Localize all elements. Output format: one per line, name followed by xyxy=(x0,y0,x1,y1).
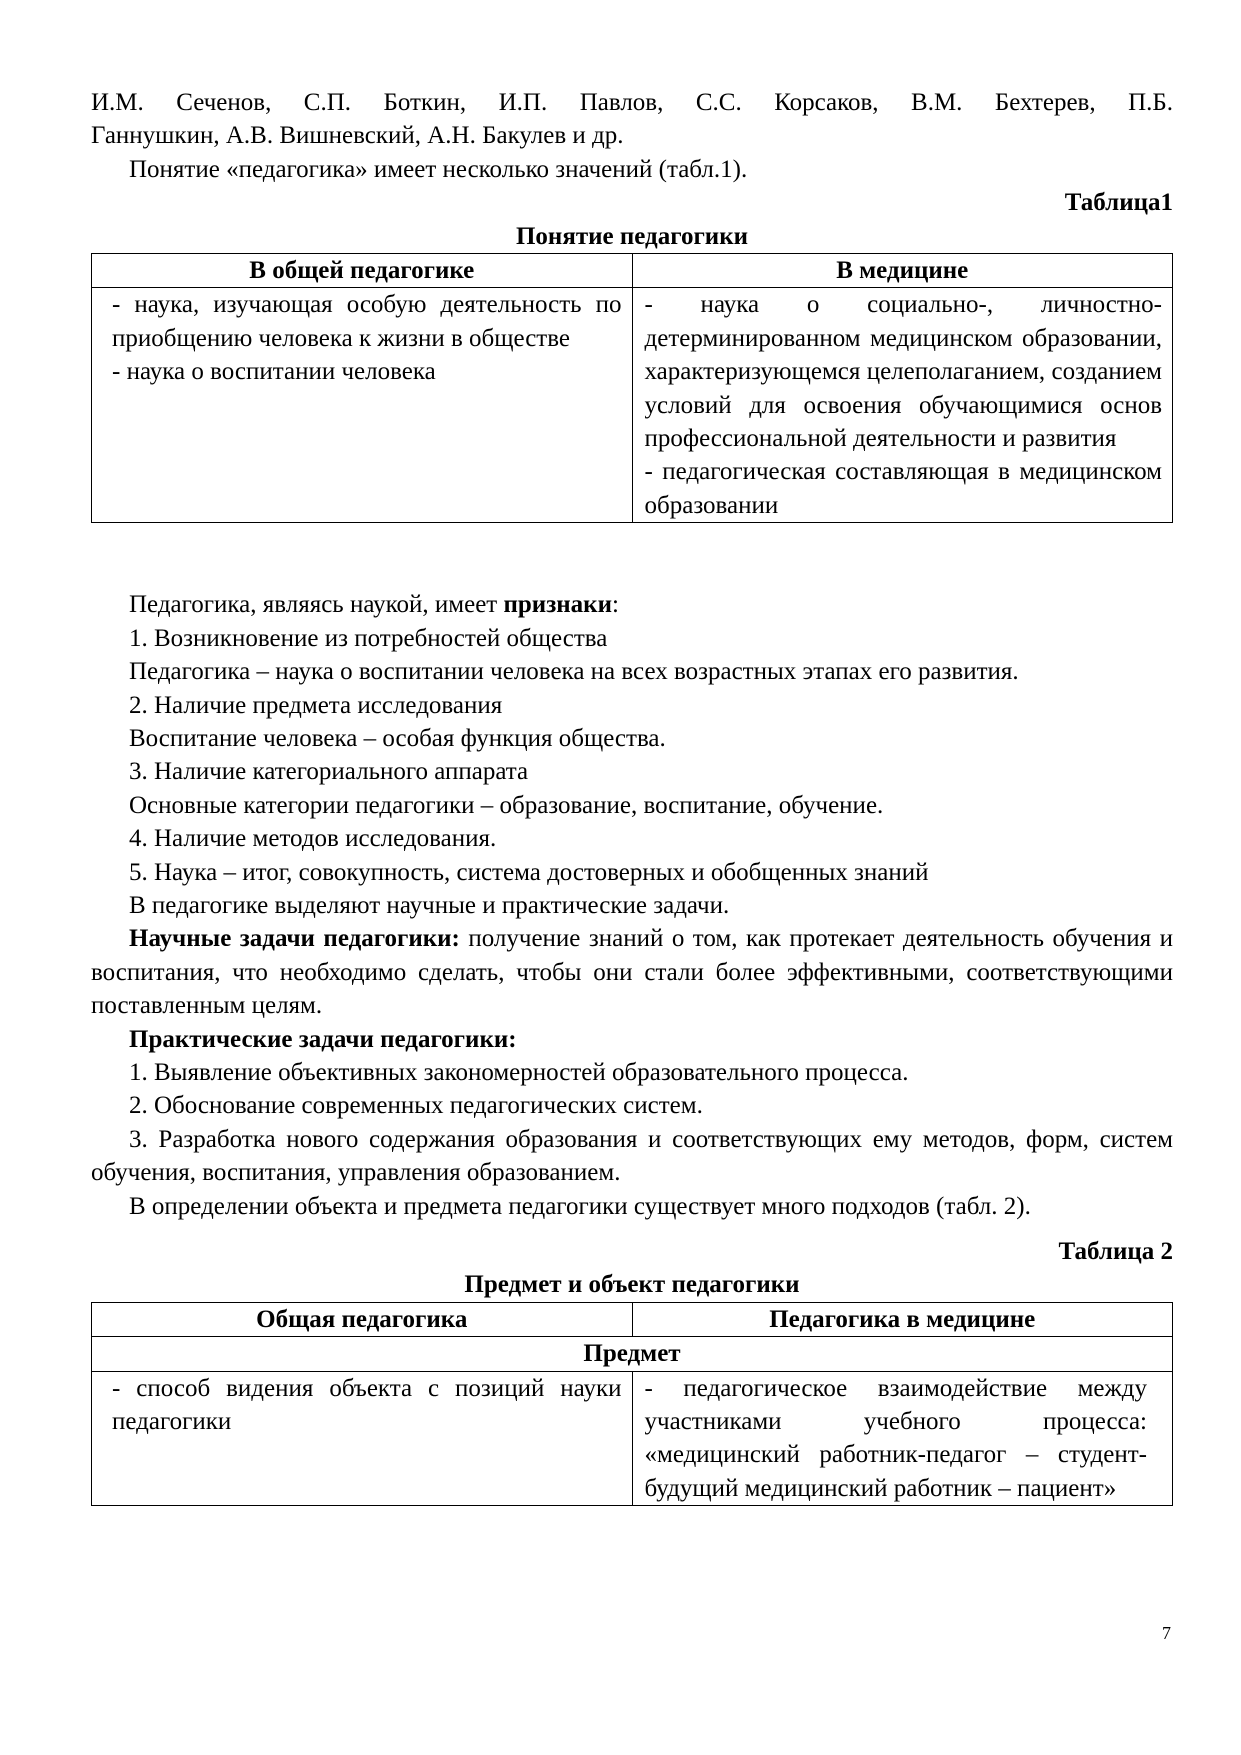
table1-header-medicine: В медицине xyxy=(632,254,1173,288)
sign-2-text: Воспитание человека – особая функция общества. xyxy=(129,724,666,752)
table2-section-row xyxy=(92,1337,1173,1371)
table1-cell-medicine xyxy=(632,288,1173,523)
table2-cell-medicine xyxy=(632,1371,1173,1506)
sign-4: 4. Наличие методов исследования. xyxy=(129,825,497,853)
intro-line-3: Понятие «педагогика» имеет несколько значений (табл.1). xyxy=(129,155,748,183)
sign-5: 5. Наука – итог, совокупность, система достоверных и обобщенных знаний xyxy=(129,858,929,886)
scientific-tasks-text: получение знаний о том, как протекает деятельность обучения и воспитания, что необходимо сделать, чтобы они стали более эффективными, соответствующими поставленным целям. xyxy=(91,925,1173,1020)
sign-2: 2. Наличие предмета исследования xyxy=(129,691,503,719)
table1-label: Таблица1 xyxy=(1064,189,1173,217)
signs-intro-colon: : xyxy=(611,591,619,619)
tasks-intro: В педагогике выделяют научные и практические задачи. xyxy=(129,891,730,919)
practical-task-3: 3. Разработка нового содержания образования и соответствующих ему методов, форм, систем обучения, воспитания, управления образованием. xyxy=(91,1125,1173,1187)
table2-header-medicine: Педагогика в медицине xyxy=(632,1302,1173,1336)
table1-header-general: В общей педагогике xyxy=(92,254,633,288)
table2-header-row xyxy=(92,1302,1173,1336)
table1-medicine-line-1: - наука о социально-, личностно-детерминированном медицинском образовании, характеризующемся целеполаганием, созданием условий для освоения обучающимися основ профессиональной деятельности и развития xyxy=(644,291,1162,453)
document-page xyxy=(91,86,1173,1506)
page-number: 7 xyxy=(1162,1623,1171,1643)
table1-header-row xyxy=(92,254,1173,288)
table1-medicine-line-2: - педагогическая составляющая в медицинском образовании xyxy=(644,458,1162,519)
signs-intro-bold: признаки xyxy=(503,591,612,619)
table1-title: Понятие педагогики xyxy=(515,222,749,250)
sign-1-text: Педагогика – наука о воспитании человека на всех возрастных этапах его развития. xyxy=(129,658,1019,686)
table1-body-row xyxy=(92,288,1173,523)
sign-3: 3. Наличие категориального аппарата xyxy=(129,758,529,786)
table2-general-text: - способ видения объекта с позиций науки педагогики xyxy=(112,1374,622,1436)
practical-tasks-heading-text: Практические задачи педагогики: xyxy=(129,1025,517,1053)
sign-3-text: Основные категории педагогики – образование, воспитание, обучение. xyxy=(129,791,884,819)
table2-section-subject: Предмет xyxy=(92,1337,1173,1371)
practical-tasks-heading xyxy=(91,1023,1173,1056)
intro-line-1: И.М. Сеченов, С.П. Боткин, И.П. Павлов, С.С. Корсаков, В.М. Бехтерев, П.Б. xyxy=(91,89,1173,116)
signs-intro xyxy=(91,588,1173,621)
practical-task-2: 2. Обоснование современных педагогических систем. xyxy=(129,1092,703,1120)
intro-line-2: Ганнушкин, А.В. Вишневский, А.Н. Бакулев и др. xyxy=(91,122,624,150)
table2-cell-general xyxy=(92,1371,633,1506)
scientific-tasks xyxy=(91,922,1173,1022)
table2 xyxy=(91,1302,1173,1506)
table2-header-general: Общая педагогика xyxy=(92,1302,633,1336)
table2-label: Таблица 2 xyxy=(1058,1238,1173,1265)
signs-intro-text: Педагогика, являясь наукой, имеет xyxy=(129,591,504,619)
table2-body-row xyxy=(92,1371,1173,1506)
scientific-tasks-heading: Научные задачи педагогики: xyxy=(129,925,460,953)
sign-1: 1. Возникновение из потребностей общества xyxy=(129,624,608,652)
table2-title: Предмет и объект педагогики xyxy=(464,1271,800,1299)
table2-medicine-text: - педагогическое взаимодействие между участниками учебного процесса: «медицинский работник-педагог – студент-будущий медицинский работник – пациент» xyxy=(644,1374,1147,1502)
practical-task-1: 1. Выявление объективных закономерностей образовательного процесса. xyxy=(129,1058,909,1086)
table1 xyxy=(91,253,1173,523)
approaches-text: В определении объекта и предмета педагогики существует много подходов (табл. 2). xyxy=(129,1192,1031,1220)
table1-general-line-1: - наука, изучающая особую деятельность по приобщению человека к жизни в обществе xyxy=(112,291,622,352)
table1-cell-general xyxy=(92,288,633,523)
table1-general-line-2: - наука о воспитании человека xyxy=(112,358,436,386)
